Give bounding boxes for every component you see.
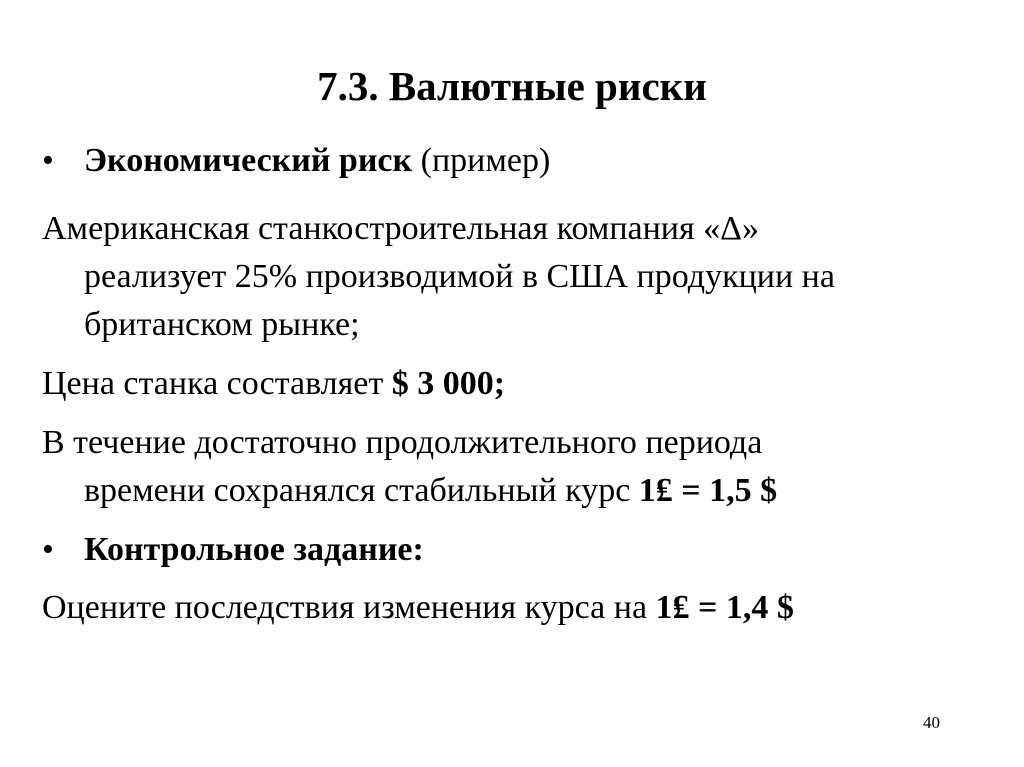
task-text-line: [42, 584, 794, 632]
slide-title: 7.3. Валютные риски: [317, 63, 707, 109]
company-text-line-1: Американская станкостроительная компания «Δ»: [42, 210, 760, 247]
machine-price-line: [42, 360, 505, 408]
company-text-line-3: британском рынке;: [84, 306, 360, 343]
page-number: 40: [923, 713, 940, 732]
exchange-rate-text-line-1: В течение достаточно продолжительного периода: [42, 424, 763, 461]
task-rate-value: 1₤ = 1,4 $: [655, 589, 794, 626]
exchange-rate-text-line-2: [84, 467, 777, 515]
bullet-dot-icon: •: [42, 142, 54, 179]
economic-risk-note: (пример): [412, 142, 551, 179]
bullet-control-task: [42, 526, 424, 574]
bullet-dot-icon: •: [42, 531, 54, 568]
machine-price-value: $ 3 000;: [391, 365, 506, 402]
company-text-line-2: реализует 25% производимой в США продукции на: [84, 258, 835, 295]
economic-risk-heading: Экономический риск: [84, 142, 413, 179]
bullet-economic-risk: [42, 137, 550, 185]
exchange-rate-label: времени сохранялся стабильный курс: [84, 472, 639, 509]
machine-price-label: Цена станка составляет: [42, 365, 392, 402]
task-text-label: Оцените последствия изменения курса на: [42, 589, 656, 626]
control-task-heading: Контрольное задание:: [84, 531, 424, 568]
exchange-rate-value: 1₤ = 1,5 $: [638, 472, 778, 509]
